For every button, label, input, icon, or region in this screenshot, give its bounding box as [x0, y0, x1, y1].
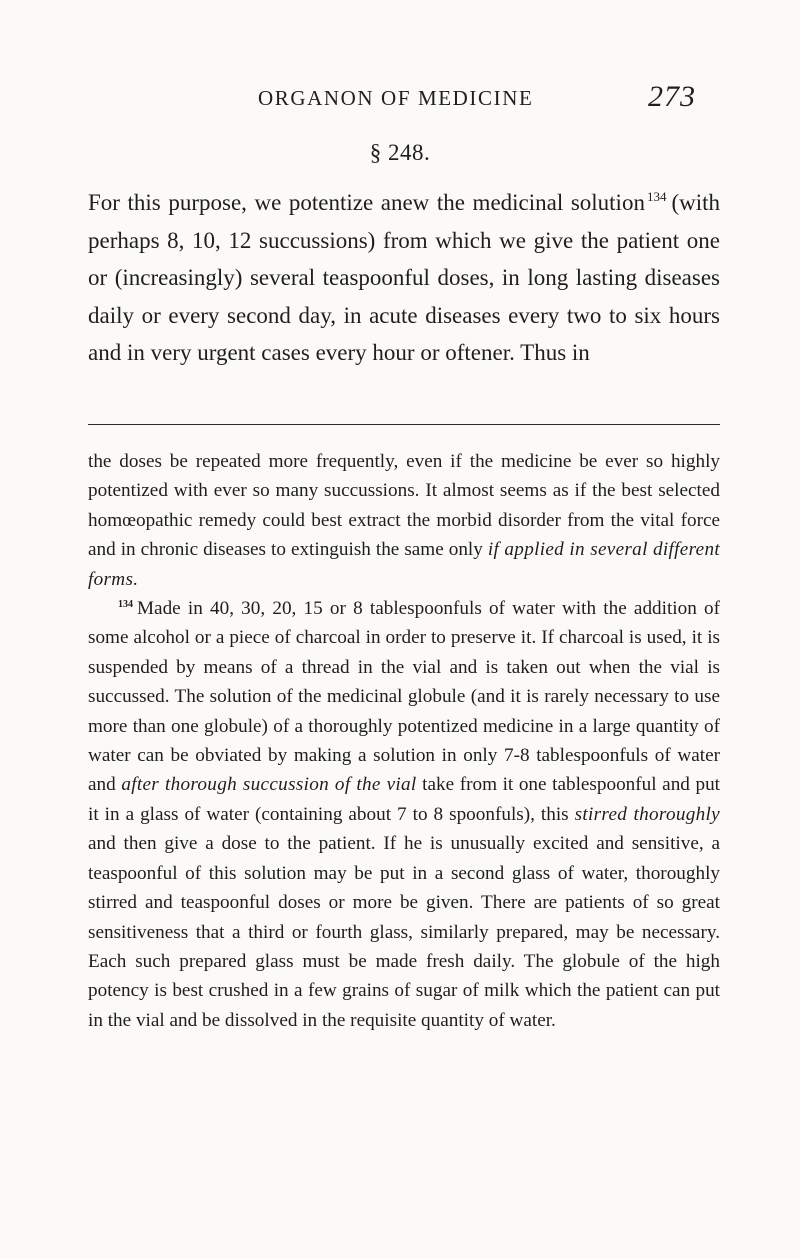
footnote-continued-text: the doses be repeated more frequently, even if the medicine be ever so highly potentized with ever so many succussions. It almost seems as if the best selected homœopathic remedy could best extract the morbid disorder from the vital force and in chronic diseases to extinguish the same only: [88, 451, 720, 561]
footnote-134: [88, 594, 720, 1035]
footnote-134-text-1: Made in 40, 30, 20, 15 or 8 tablespoonfuls of water with the addition of some alcohol or a piece of charcoal in order to preserve it. If charcoal is used, it is suspended by means of a thread in the vial and is taken out when the vial is succussed. The solution of the medicinal globule (and it is rarely necessary to use more than one globule) of a thoroughly potentized medicine in a large quantity of water can be obviated by making a solution in only 7-8 tablespoonfuls of water and: [88, 598, 720, 796]
footnote-continued: [88, 447, 720, 594]
section-heading: § 248.: [369, 140, 431, 165]
footnote-marker-134: 134: [118, 598, 133, 610]
main-text-part-1: For this purpose, we potentize anew the medicinal solution: [88, 190, 645, 215]
main-text-part-2: (with perhaps 8, 10, 12 succussions) from which we give the patient one or (increasingly) several teaspoonful doses, in long lasting diseases daily or every second day, in acute diseases every two to six hours and in very urgent cases every hour or oftener. Thus in: [88, 190, 720, 365]
page-number: 273: [648, 80, 696, 113]
footnote-divider: [88, 424, 720, 425]
footnote-134-text-3: and then give a dose to the patient. If he is unusually excited and sensitive, a teaspoonful of this solution may be put in a second glass of water, thoroughly stirred and teaspoonful doses or more be given. There are patients of so great sensitiveness that a third or fourth glass, similarly prepared, may be necessary. Each such prepared glass must be made fresh daily. The globule of the high potency is best crushed in a few grains of sugar of milk which the patient can put in the vial and be dissolved in the requisite quantity of water.: [88, 833, 720, 1031]
footnote-continued-italic: if applied in several different forms.: [88, 539, 720, 590]
running-head: ORGANON OF MEDICINE: [258, 86, 534, 110]
main-paragraph: [88, 184, 720, 372]
footnote-134-text-2: take from it one tablespoonful and put it in a glass of water (containing about 7 to 8 spoonfuls), this: [88, 774, 720, 825]
footnotes-block: [88, 447, 720, 1035]
footnote-134-italic-1: after thorough succussion of the vial: [121, 774, 417, 796]
footnote-134-italic-2: stirred thoroughly: [574, 803, 720, 825]
footnote-reference-134[interactable]: 134: [646, 189, 667, 205]
